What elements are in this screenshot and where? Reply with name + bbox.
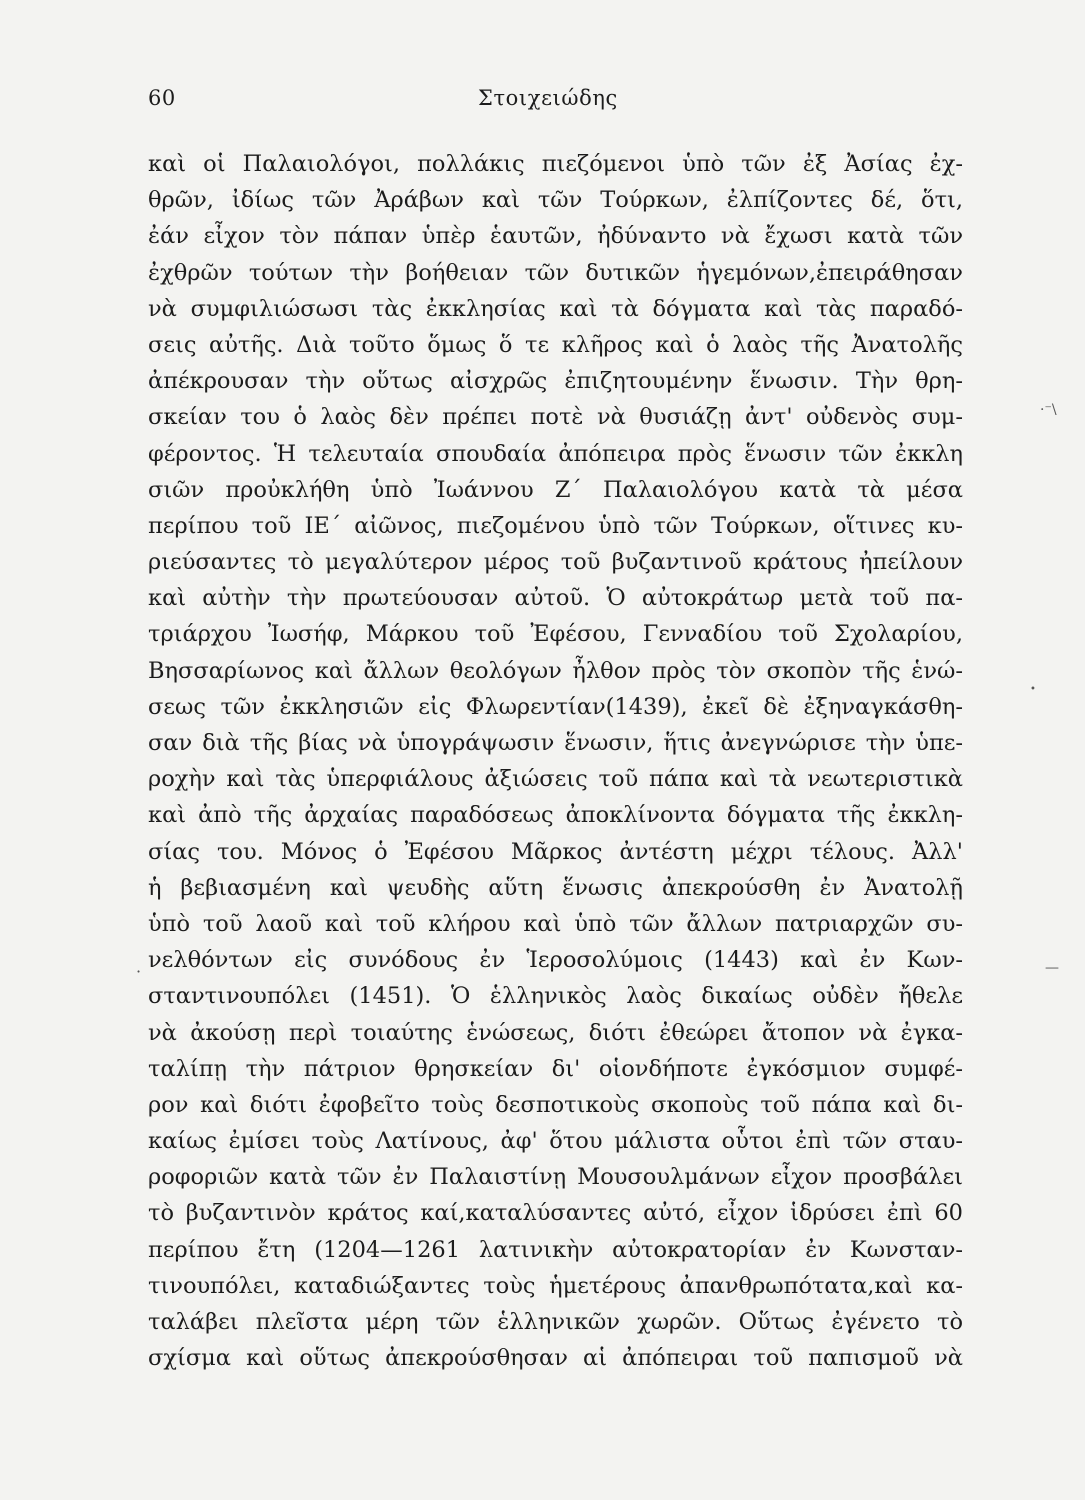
text-line: καίως ἐμίσει τοὺς Λατίνους, ἀφ' ὅτου μάλιστα οὗτοι ἐπὶ τῶν σταυ- (148, 1128, 963, 1155)
text-line: ἡ βεβιασμένη καὶ ψευδὴς αὕτη ἕνωσις ἀπεκρούσθη ἐν Ἀνατολῇ (148, 874, 963, 901)
text-line: νὰ συμφιλιώσωσι τὰς ἐκκλησίας καὶ τὰ δόγματα καὶ τὰς παραδό- (148, 295, 963, 322)
margin-smudge: ·⁻\ (1040, 402, 1057, 418)
text-line: νὰ ἀκούσῃ περὶ τοιαύτης ἑνώσεως, διότι ἐθεώρει ἄτοπον νὰ ἐγκα- (148, 1019, 963, 1046)
text-line: τινουπόλει, καταδιώξαντες τοὺς ἡμετέρους ἀπανθρωπότατα,καὶ κα- (148, 1272, 963, 1299)
text-line: θρῶν, ἰδίως τῶν Ἀράβων καὶ τῶν Τούρκων, ἐλπίζοντες δέ, ὅτι, (148, 187, 963, 214)
text-line: περίπου τοῦ ΙΕ΄ αἰῶνος, πιεζομένου ὑπὸ τῶν Τούρκων, οἵτινες κυ- (148, 512, 963, 539)
text-line: τὸ βυζαντινὸν κράτος καί,καταλύσαντες αὐτό, εἶχον ἱδρύσει ἐπὶ 60 (148, 1200, 963, 1227)
text-line: ρον καὶ διότι ἐφοβεῖτο τοὺς δεσποτικοὺς σκοποὺς τοῦ πάπα καὶ δι- (148, 1091, 963, 1118)
text-line: περίπου ἔτη (1204—1261 λατινικὴν αὐτοκρατορίαν ἐν Κωνσταν- (148, 1236, 963, 1263)
text-line: σίας του. Μόνος ὁ Ἐφέσου Μᾶρκος ἀντέστη μέχρι τέλους. Ἀλλ' (148, 838, 963, 865)
text-line: σιῶν προὐκλήθη ὑπὸ Ἰωάννου Ζ΄ Παλαιολόγου κατὰ τὰ μέσα (148, 476, 963, 503)
text-line: ροφοριῶν κατὰ τῶν ἐν Παλαιστίνῃ Μουσουλμάνων εἶχον προσβάλει (148, 1164, 963, 1191)
text-line: ὑπὸ τοῦ λαοῦ καὶ τοῦ κλήρου καὶ ὑπὸ τῶν ἄλλων πατριαρχῶν συ- (148, 910, 963, 937)
text-line: Βησσαρίωνος καὶ ἄλλων θεολόγων ἦλθον πρὸς τὸν σκοπὸν τῆς ἑνώ- (148, 657, 963, 684)
text-line: ἐάν εἶχον τὸν πάπαν ὑπὲρ ἑαυτῶν, ἠδύναντο νὰ ἔχωσι κατὰ τῶν (148, 223, 963, 250)
text-line: ροχὴν καὶ τὰς ὑπερφιάλους ἀξιώσεις τοῦ πάπα καὶ τὰ νεωτεριστικὰ (148, 766, 963, 793)
text-line: ταλίπῃ τὴν πάτριον θρησκείαν δι' οἱονδήποτε ἐγκόσμιον συμφέ- (148, 1055, 963, 1082)
text-line: ταλάβει πλεῖστα μέρη τῶν ἑλληνικῶν χωρῶν. Οὕτως ἐγένετο τὸ (148, 1309, 963, 1335)
page-header (148, 86, 963, 120)
margin-speck: • (1030, 684, 1036, 695)
text-line: σεως τῶν ἐκκλησιῶν εἰς Φλωρεντίαν(1439), ἐκεῖ δὲ ἐξηναγκάσθη- (148, 693, 963, 720)
running-title: Στοιχειώδης (478, 86, 618, 110)
text-line: σκείαν του ὁ λαὸς δὲν πρέπει ποτὲ νὰ θυσιάζῃ ἀντ' οὐδενὸς συμ- (148, 404, 963, 431)
text-line: ἐχθρῶν τούτων τὴν βοήθειαν τῶν δυτικῶν ἡγεμόνων,ἐπειράθησαν (148, 259, 963, 286)
text-line: σεις αὐτῆς. Διὰ τοῦτο ὅμως ὅ τε κλῆρος καὶ ὁ λαὸς τῆς Ἀνατολῆς (148, 331, 963, 358)
text-line: σαν διὰ τῆς βίας νὰ ὑπογράψωσιν ἕνωσιν, ἥτις ἀνεγνώρισε τὴν ὑπε- (148, 730, 963, 756)
margin-dot: · (136, 962, 142, 981)
text-line: φέροντος. Ἡ τελευταία σπουδαία ἀπόπειρα πρὸς ἕνωσιν τῶν ἐκκλη (148, 440, 963, 467)
text-line: ἀπέκρουσαν τὴν οὕτως αἰσχρῶς ἐπιζητουμένην ἕνωσιν. Τὴν θρη- (148, 368, 963, 395)
body-text (148, 146, 963, 1376)
text-line: καὶ αὐτὴν τὴν πρωτεύουσαν αὐτοῦ. Ὁ αὐτοκράτωρ μετὰ τοῦ πα- (148, 585, 963, 612)
margin-dash: — (1045, 960, 1059, 976)
page-number: 60 (148, 86, 176, 110)
text-line: τριάρχου Ἰωσήφ, Μάρκου τοῦ Ἐφέσου, Γενναδίου τοῦ Σχολαρίου, (148, 621, 963, 648)
text-line: καὶ οἱ Παλαιολόγοι, πολλάκις πιεζόμενοι ὑπὸ τῶν ἐξ Ἀσίας ἐχ- (148, 151, 963, 177)
text-line: νελθόντων εἰς συνόδους ἐν Ἱεροσολύμοις (1443) καὶ ἐν Κων- (148, 947, 963, 974)
text-line: σταντινουπόλει (1451). Ὁ ἑλληνικὸς λαὸς δικαίως οὐδὲν ἤθελε (148, 983, 963, 1010)
text-line: ριεύσαντες τὸ μεγαλύτερον μέρος τοῦ βυζαντινοῦ κράτους ἠπείλουν (148, 549, 963, 576)
text-line: καὶ ἀπὸ τῆς ἀρχαίας παραδόσεως ἀποκλίνοντα δόγματα τῆς ἐκκλη- (148, 802, 963, 829)
text-line: σχίσμα καὶ οὕτως ἀπεκρούσθησαν αἱ ἀπόπειραι τοῦ παπισμοῦ νὰ (148, 1345, 963, 1372)
